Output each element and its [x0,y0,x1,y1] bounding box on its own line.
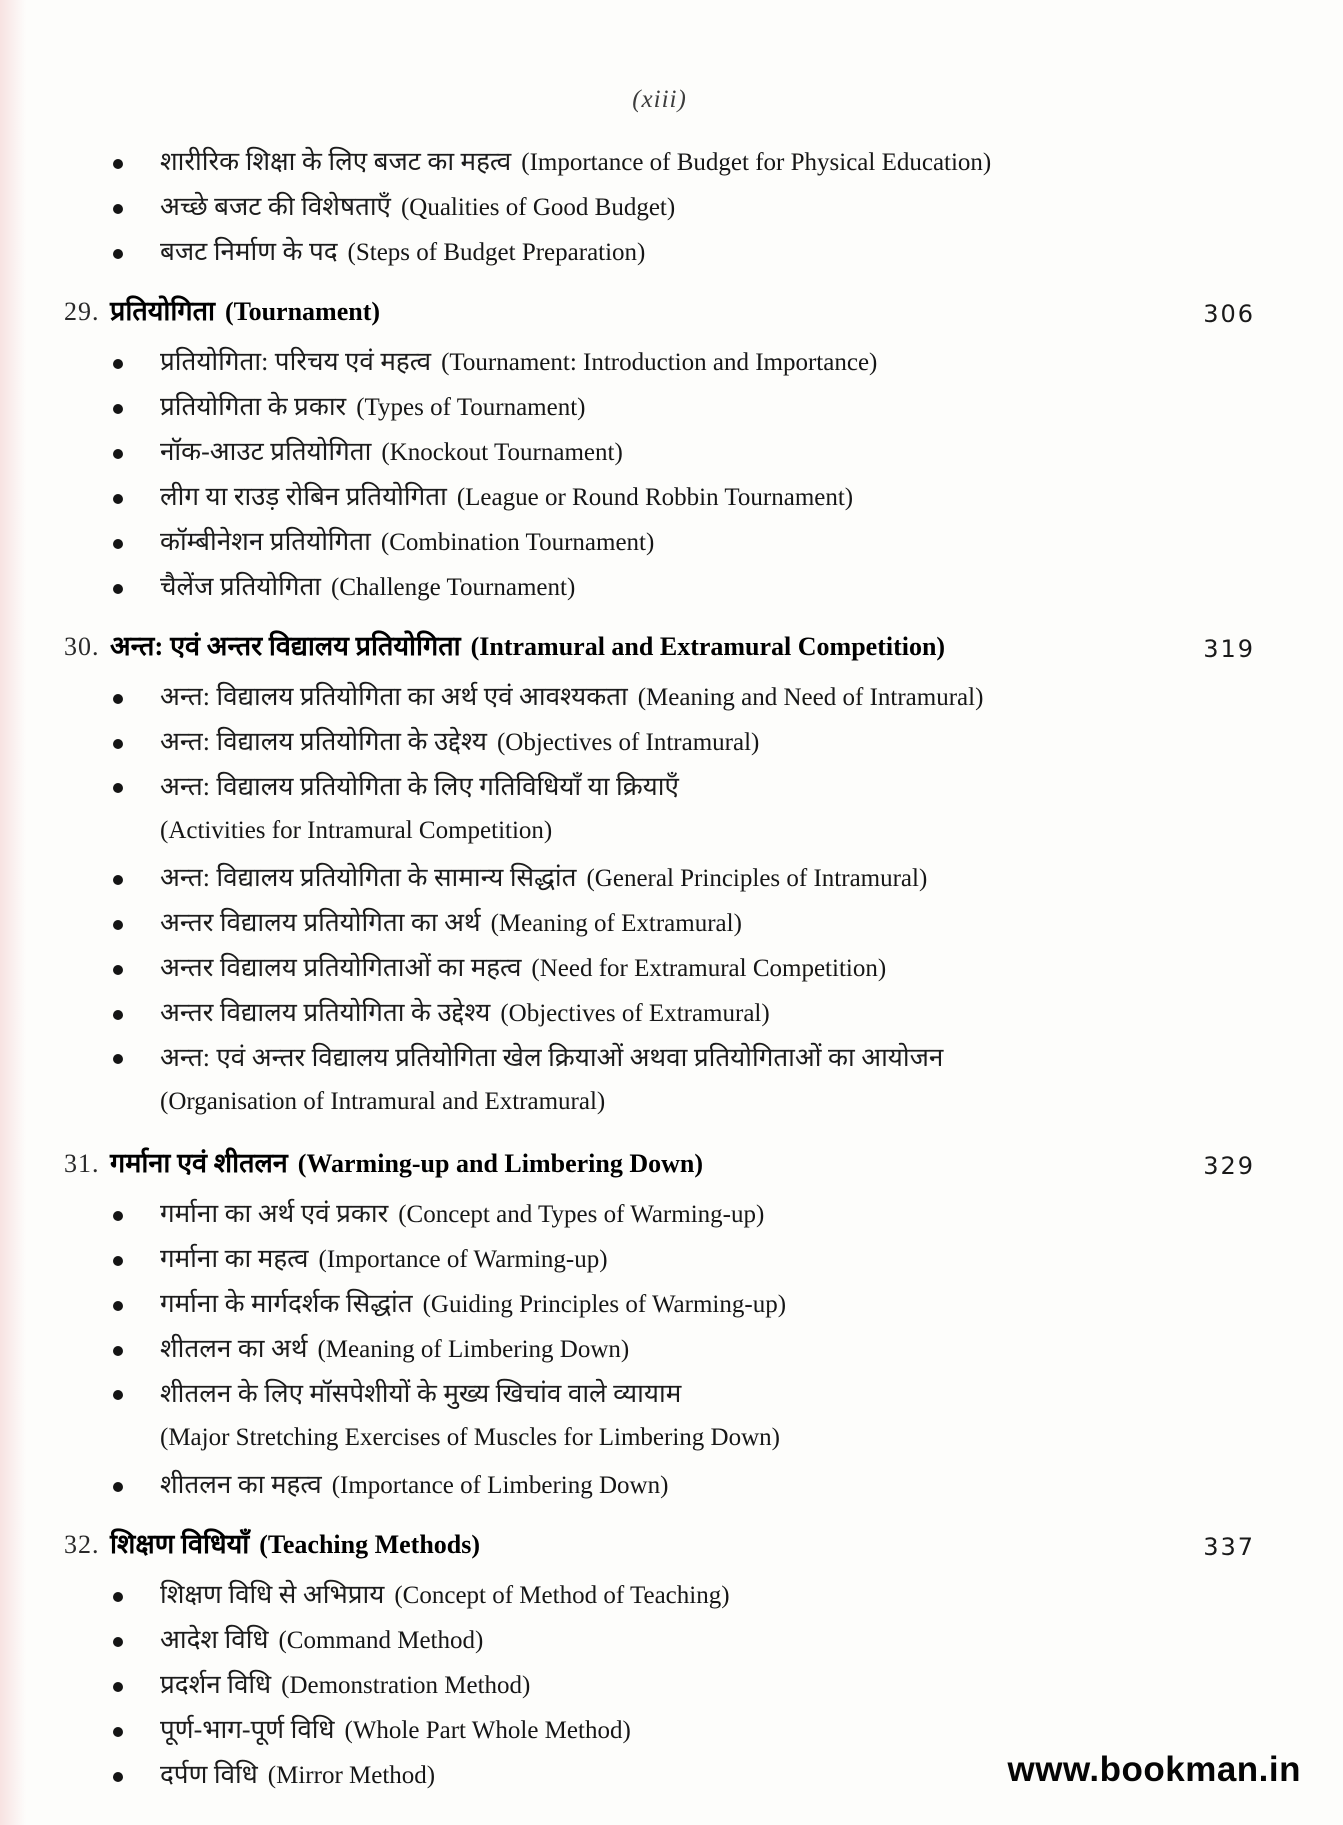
bullet-icon [113,739,123,749]
entry-text-english: (Demonstration Method) [281,1672,531,1699]
chapter-title-english: (Tournament) [224,297,381,326]
entry-text-english: (Meaning of Extramural) [490,910,742,937]
entry-text-hindi: आदेश विधि [160,1625,269,1654]
toc-entry [64,901,1255,946]
entry-text-english: (Major Stretching Exercises of Muscles for Limbering Down) [160,1424,780,1451]
entry-text-english: (Importance of Budget for Physical Education) [521,149,992,176]
chapter-number: 29. [64,297,100,326]
bullet-icon [113,875,123,885]
entry-text-english: (Steps of Budget Preparation) [347,239,646,266]
entry-text-hindi: कॉम्बीनेशन प्रतियोगिता [160,527,371,556]
toc-entry [64,340,1255,385]
chapter-title-hindi: प्रतियोगिता [110,296,215,326]
entry-text-english: (Qualities of Good Budget) [400,194,676,221]
bullet-icon [113,1054,123,1064]
entry-text-hindi: पूर्ण-भाग-पूर्ण विधि [160,1715,335,1744]
entry-text-english: (Organisation of Intramural and Extramural) [160,1088,606,1115]
chapter-title-hindi: शिक्षण विधियाँ [110,1529,250,1559]
entry-text-hindi: गर्माना का महत्व [160,1244,309,1273]
entry-text-english: (Knockout Tournament) [381,439,623,466]
entry-text-english: (Mirror Method) [267,1762,436,1789]
toc-entry-continuation [64,1080,1255,1127]
toc-entry [64,430,1255,475]
bullet-icon [113,1682,123,1692]
entry-text-english: (General Principles of Intramural) [586,865,928,892]
bullet-icon [113,539,123,549]
entry-text-hindi: अन्त: एवं अन्तर विद्यालय प्रतियोगिता खेल क्रियाओं अथवा प्रतियोगिताओं का आयोजन [160,1043,944,1072]
toc-entry [64,1618,1255,1663]
bullet-icon [113,920,123,930]
toc-entry [64,1327,1255,1372]
entry-text-hindi: गर्माना का अर्थ एवं प्रकार [160,1199,389,1228]
entry-text-english: (Tournament: Introduction and Importance) [441,349,878,376]
entry-text-hindi: अच्छे बजट की विशेषताएँ [160,192,391,221]
entry-text-english: (Meaning of Limbering Down) [317,1336,630,1363]
toc-entry [64,185,1255,230]
entry-text-english: (Combination Tournament) [380,529,655,556]
entry-text-english: (Activities for Intramural Competition) [160,817,553,844]
bullet-icon [113,1772,123,1782]
entry-text-english: (Need for Extramural Competition) [531,955,887,982]
entry-text-hindi: अन्त: विद्यालय प्रतियोगिता के लिए गतिविधियाँ या क्रियाएँ [160,772,679,801]
chapter-page-number: 319 [1203,634,1255,663]
entry-text-hindi: प्रदर्शन विधि [160,1670,272,1699]
toc-entry [64,765,1255,809]
toc-entry [64,140,1255,185]
bullet-icon [113,1010,123,1020]
toc-entry [64,1708,1255,1753]
toc-entry [64,1573,1255,1618]
entry-text-hindi: अन्त: विद्यालय प्रतियोगिता के सामान्य सिद्धांत [160,863,577,892]
chapter-entries [64,1192,1255,1508]
toc-entry [64,1237,1255,1282]
toc-entry-continuation [64,809,1255,856]
chapter-page-number: 329 [1203,1151,1255,1180]
entry-text-english: (League or Round Robbin Tournament) [456,484,854,511]
bullet-icon [113,965,123,975]
bullet-icon [113,584,123,594]
toc-entry [64,1192,1255,1237]
watermark: www.bookman.in [1007,1750,1301,1789]
entry-text-hindi: नॉक-आउट प्रतियोगिता [160,437,372,466]
entry-text-hindi: शीतलन के लिए मॉसपेशीयों के मुख्य खिचांव वाले व्यायाम [160,1379,682,1408]
chapter-title [110,288,1203,339]
entry-text-hindi: दर्पण विधि [160,1760,258,1789]
bullet-icon [113,494,123,504]
toc-entry [64,946,1255,991]
bullet-icon [113,359,123,369]
bullet-icon [113,1637,123,1647]
toc-entry [64,675,1255,720]
entry-text-english: (Objectives of Intramural) [496,729,760,756]
toc-entry [64,475,1255,520]
bullet-icon [113,249,123,259]
entry-text-hindi: शीतलन का अर्थ [160,1334,308,1363]
entry-text-english: (Importance of Warming-up) [318,1246,608,1273]
entry-text-english: (Concept of Method of Teaching) [394,1582,730,1609]
bullet-icon [113,1346,123,1356]
bullet-icon [113,159,123,169]
chapter-heading [64,1521,1255,1572]
entry-text-english: (Concept and Types of Warming-up) [398,1201,765,1228]
chapter-entries [64,340,1255,610]
bullet-icon [113,1301,123,1311]
chapter-title-hindi: गर्माना एवं शीतलन [110,1148,288,1178]
chapter-title [110,1521,1203,1572]
bullet-icon [113,404,123,414]
toc-chapter [64,1140,1255,1508]
toc-entry [64,1663,1255,1708]
entry-text-english: (Command Method) [278,1627,484,1654]
chapter-title-english: (Teaching Methods) [259,1530,481,1559]
toc-entry [64,565,1255,610]
toc-entry [64,1036,1255,1080]
entry-text-hindi: अन्त: विद्यालय प्रतियोगिता का अर्थ एवं आवश्यकता [160,682,628,711]
chapter-page-number: 306 [1203,299,1255,328]
folio-page-number: (xiii) [632,86,687,113]
entry-text-hindi: लीग या राउड़ रोबिन प्रतियोगिता [160,482,447,511]
chapter-number: 32. [64,1530,100,1559]
chapter-title-english: (Warming-up and Limbering Down) [297,1149,704,1178]
bullet-icon [113,1482,123,1492]
bullet-icon [113,1592,123,1602]
entry-text-hindi: प्रतियोगिता के प्रकार [160,392,347,421]
bullet-icon [113,204,123,214]
bullet-icon [113,694,123,704]
toc-chapters [64,288,1255,1798]
toc-intro-entries [64,140,1255,275]
toc-entry-continuation [64,1416,1255,1463]
chapter-title [110,623,1203,674]
entry-text-hindi: अन्त: विद्यालय प्रतियोगिता के उद्देश्य [160,727,487,756]
toc-entry [64,520,1255,565]
chapter-heading [64,623,1255,674]
toc-chapter [64,288,1255,610]
chapter-heading [64,1140,1255,1191]
toc-entry [64,1372,1255,1416]
entry-text-english: (Guiding Principles of Warming-up) [422,1291,787,1318]
toc-entry [64,1282,1255,1327]
chapter-title [110,1140,1203,1191]
toc-entry [64,720,1255,765]
chapter-page-number: 337 [1203,1532,1255,1561]
chapter-title-english: (Intramural and Extramural Competition) [470,632,946,661]
bullet-icon [113,1256,123,1266]
entry-text-hindi: बजट निर्माण के पद [160,237,338,266]
bullet-icon [113,1390,123,1400]
entry-text-hindi: शीतलन का महत्व [160,1470,322,1499]
bullet-icon [113,1727,123,1737]
toc-entry [64,385,1255,430]
entry-text-hindi: गर्माना के मार्गदर्शक सिद्धांत [160,1289,413,1318]
chapter-title-hindi: अन्त: एवं अन्तर विद्यालय प्रतियोगिता [110,631,461,661]
toc-chapter [64,623,1255,1127]
entry-text-english: (Objectives of Extramural) [500,1000,770,1027]
entry-text-hindi: प्रतियोगिता: परिचय एवं महत्व [160,347,432,376]
chapter-number: 30. [64,632,100,661]
bullet-icon [113,449,123,459]
chapter-number: 31. [64,1149,100,1178]
entry-text-english: (Meaning and Need of Intramural) [637,684,984,711]
entry-text-hindi: चैलेंज प्रतियोगिता [160,572,322,601]
bullet-icon [113,783,123,793]
entry-text-english: (Importance of Limbering Down) [331,1472,669,1499]
entry-text-hindi: शारीरिक शिक्षा के लिए बजट का महत्व [160,147,512,176]
entry-text-hindi: अन्तर विद्यालय प्रतियोगिता का अर्थ [160,908,481,937]
toc-entry [64,856,1255,901]
toc-entry [64,230,1255,275]
entry-text-english: (Whole Part Whole Method) [344,1717,631,1744]
toc-entry [64,1463,1255,1508]
entry-text-hindi: अन्तर विद्यालय प्रतियोगिता के उद्देश्य [160,998,491,1027]
chapter-heading [64,288,1255,339]
entry-text-hindi: अन्तर विद्यालय प्रतियोगिताओं का महत्व [160,953,522,982]
chapter-entries [64,675,1255,1127]
entry-text-english: (Challenge Tournament) [331,574,576,601]
entry-text-hindi: शिक्षण विधि से अभिप्राय [160,1580,385,1609]
entry-text-english: (Types of Tournament) [356,394,586,421]
toc-entry [64,991,1255,1036]
bullet-icon [113,1211,123,1221]
